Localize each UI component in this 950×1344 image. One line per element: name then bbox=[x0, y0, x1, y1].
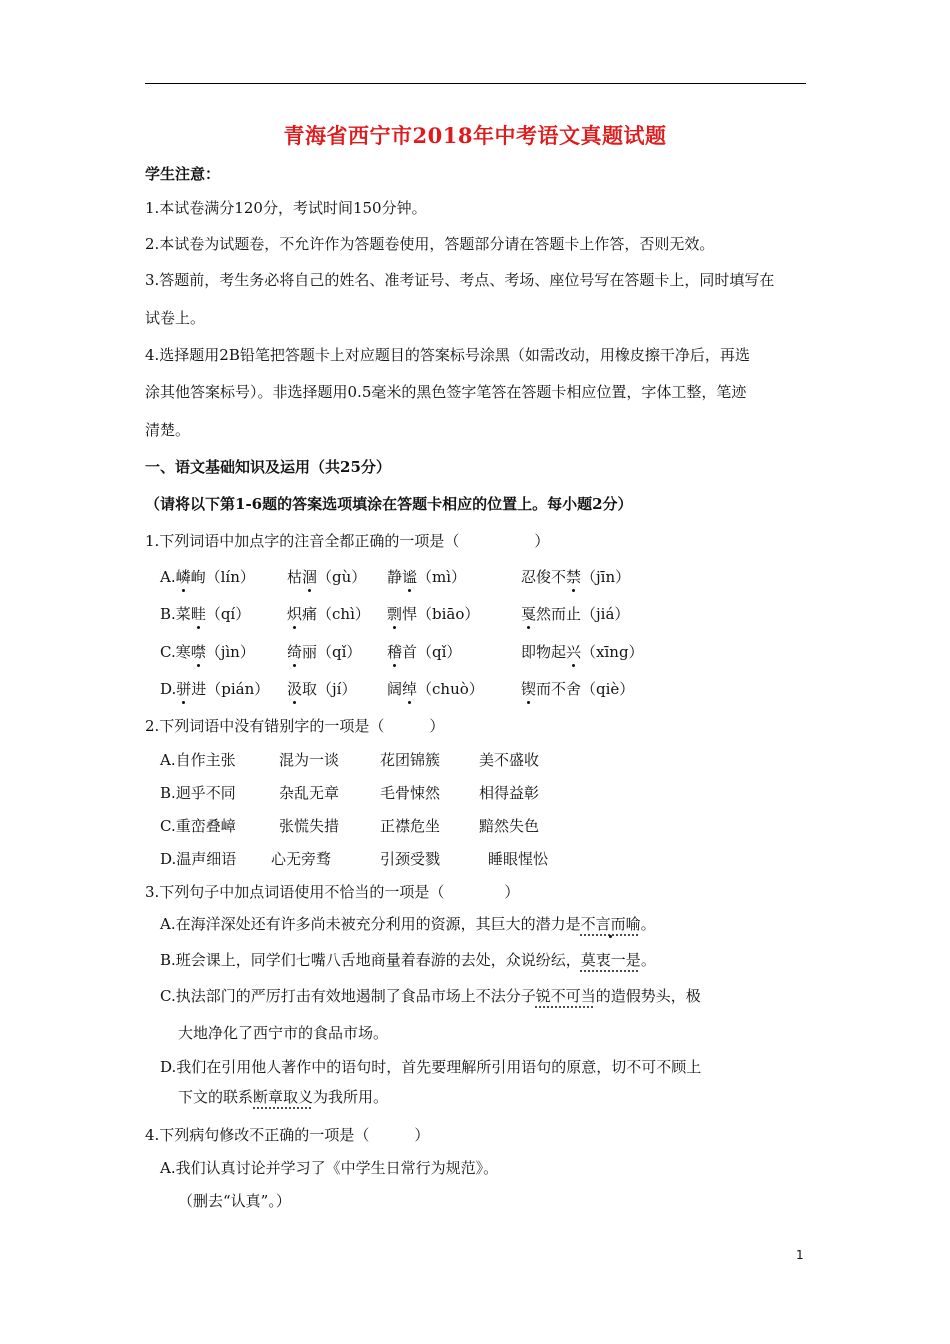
section-heading: 一、语文基础知识及运用（共25分） bbox=[145, 458, 391, 476]
dotted-char: 戛 bbox=[521, 605, 537, 623]
q1-option-a-word4: 忍俊不禁（jīn） bbox=[521, 568, 631, 586]
q1-option-a-word2: 枯涸（gù） bbox=[287, 568, 367, 586]
dotted-phrase: 锐不可当 bbox=[535, 987, 596, 1005]
dotted-char: 谧 bbox=[402, 568, 418, 586]
page-title: 青海省西宁市2018年中考语文真题试题 bbox=[283, 123, 667, 148]
dotted-char: 剽 bbox=[387, 605, 403, 623]
q1-option-c-word3: 稽首（qǐ） bbox=[387, 643, 462, 661]
q2-option-a: A.自作主张 bbox=[160, 751, 236, 769]
q1-option-b: B.菜畦（qí） bbox=[160, 605, 251, 623]
q1-stem: 1.下列词语中加点字的注音全都正确的一项是（ ） bbox=[145, 532, 550, 550]
q1-option-d-word4: 锲而不舍（qiè） bbox=[521, 680, 635, 698]
q1-option-c: C.寒噤（jìn） bbox=[160, 643, 255, 661]
q2-option-c-word: 黯然失色 bbox=[479, 817, 540, 835]
dotted-char: 涸 bbox=[302, 568, 318, 586]
dotted-phrase: 断章取义 bbox=[253, 1088, 314, 1106]
section-instruction: （请将以下第1-6题的答案选项填涂在答题卡相应的位置上。每小题2分） bbox=[145, 495, 633, 513]
notice-item: 涂其他答案标号）。非选择题用0.5毫米的黑色签字笔答在答题卡相应位置，字体工整，笔迹 bbox=[145, 383, 747, 401]
q1-option-d-word2: 汲取（jí） bbox=[287, 680, 357, 698]
q2-option-a-word: 花团锦簇 bbox=[380, 751, 441, 769]
q2-option-c-word: 正襟危坐 bbox=[380, 817, 441, 835]
q1-option-b-word3: 剽悍（biāo） bbox=[387, 605, 480, 623]
q3-option-a: A.在海洋深处还有许多尚未被充分利用的资源，其巨大的潜力是不言而喻。 bbox=[160, 915, 656, 933]
dotted-char: 兴 bbox=[566, 643, 582, 661]
q2-option-b-word: 相得益彰 bbox=[479, 784, 540, 802]
dotted-phrase: 不言而喻 bbox=[580, 915, 641, 933]
dotted-char: 畦 bbox=[190, 605, 206, 623]
q3-option-c-cont: 大地净化了西宁市的食品市场。 bbox=[178, 1024, 389, 1042]
q2-option-b-word: 毛骨悚然 bbox=[380, 784, 441, 802]
notice-item: 清楚。 bbox=[145, 421, 191, 439]
q1-option-d: D.骈进（pián） bbox=[160, 680, 270, 698]
q2-option-d-word: 睡眼惺忪 bbox=[488, 850, 549, 868]
q1-option-c-word2: 绮丽（qǐ） bbox=[287, 643, 362, 661]
q3-option-b: B.班会课上，同学们七嘴八舌地商量着春游的去处，众说纷纭，莫衷一是。 bbox=[160, 951, 656, 969]
dotted-char: 禁 bbox=[566, 568, 582, 586]
page-number: 1 bbox=[796, 1248, 804, 1262]
q3-option-c: C.执法部门的严厉打击有效地遏制了食品市场上不法分子锐不可当的造假势头，极 bbox=[160, 987, 701, 1005]
header-rule bbox=[145, 83, 806, 84]
dotted-char: 绮 bbox=[287, 643, 303, 661]
q1-option-d-word3: 阔绰（chuò） bbox=[387, 680, 484, 698]
notice-item: 试卷上。 bbox=[145, 309, 206, 327]
q4-stem: 4.下列病句修改不正确的一项是（ ） bbox=[145, 1126, 430, 1144]
dotted-phrase: 莫衷一是 bbox=[580, 951, 641, 969]
q2-option-c-word: 张慌失措 bbox=[279, 817, 340, 835]
q2-option-d-word: 心无旁骛 bbox=[271, 850, 332, 868]
dotted-char: 绰 bbox=[402, 680, 418, 698]
q2-option-b: B.迥乎不同 bbox=[160, 784, 236, 802]
dotted-char: 炽 bbox=[287, 605, 303, 623]
q4-option-a-fix: （删去“认真”。） bbox=[178, 1192, 291, 1210]
notice-heading: 学生注意： bbox=[145, 165, 221, 183]
q4-option-a: A.我们认真讨论并学习了《中学生日常行为规范》。 bbox=[160, 1159, 499, 1177]
q1-option-b-word4: 戛然而止（jiá） bbox=[521, 605, 630, 623]
q2-option-a-word: 混为一谈 bbox=[279, 751, 340, 769]
q2-option-a-word: 美不盛收 bbox=[479, 751, 540, 769]
q1-option-c-word4: 即物起兴（xīng） bbox=[521, 643, 644, 661]
q3-stem: 3.下列句子中加点词语使用不恰当的一项是（ ） bbox=[145, 883, 520, 901]
q2-option-c: C.重峦叠嶂 bbox=[160, 817, 236, 835]
dotted-char: 锲 bbox=[521, 680, 537, 698]
dotted-char: 噤 bbox=[190, 643, 206, 661]
dotted-char: 汲 bbox=[287, 680, 303, 698]
dotted-char: 骈 bbox=[176, 680, 192, 698]
q2-option-d-word: 引颈受戮 bbox=[380, 850, 441, 868]
q2-stem: 2.下列词语中没有错别字的一项是（ ） bbox=[145, 717, 445, 735]
q2-option-d: D.温声细语 bbox=[160, 850, 237, 868]
dotted-char: 稽 bbox=[387, 643, 403, 661]
notice-item: 1.本试卷满分120分，考试时间150分钟。 bbox=[145, 199, 427, 217]
dotted-char: 嶙 bbox=[175, 568, 191, 586]
q1-option-a-word3: 静谧（mì） bbox=[387, 568, 467, 586]
q2-option-b-word: 杂乱无章 bbox=[279, 784, 340, 802]
q3-option-d-cont: 下文的联系断章取义为我所用。 bbox=[178, 1088, 389, 1106]
q3-option-d: D.我们在引用他人著作中的语句时，首先要理解所引用语句的原意，切不可不顾上 bbox=[160, 1058, 702, 1076]
q1-option-b-word2: 炽痛（chì） bbox=[287, 605, 370, 623]
notice-item: 4.选择题用2B铅笔把答题卡上对应题目的答案标号涂黑（如需改动，用橡皮擦干净后，再选 bbox=[145, 346, 750, 364]
notice-item: 3.答题前，考生务必将自己的姓名、准考证号、考点、考场、座位号写在答题卡上，同时填写在 bbox=[145, 271, 775, 289]
q1-option-a: A.嶙峋（lín） bbox=[160, 568, 255, 586]
notice-item: 2.本试卷为试题卷，不允许作为答题卷使用，答题部分请在答题卡上作答，否则无效。 bbox=[145, 235, 715, 253]
